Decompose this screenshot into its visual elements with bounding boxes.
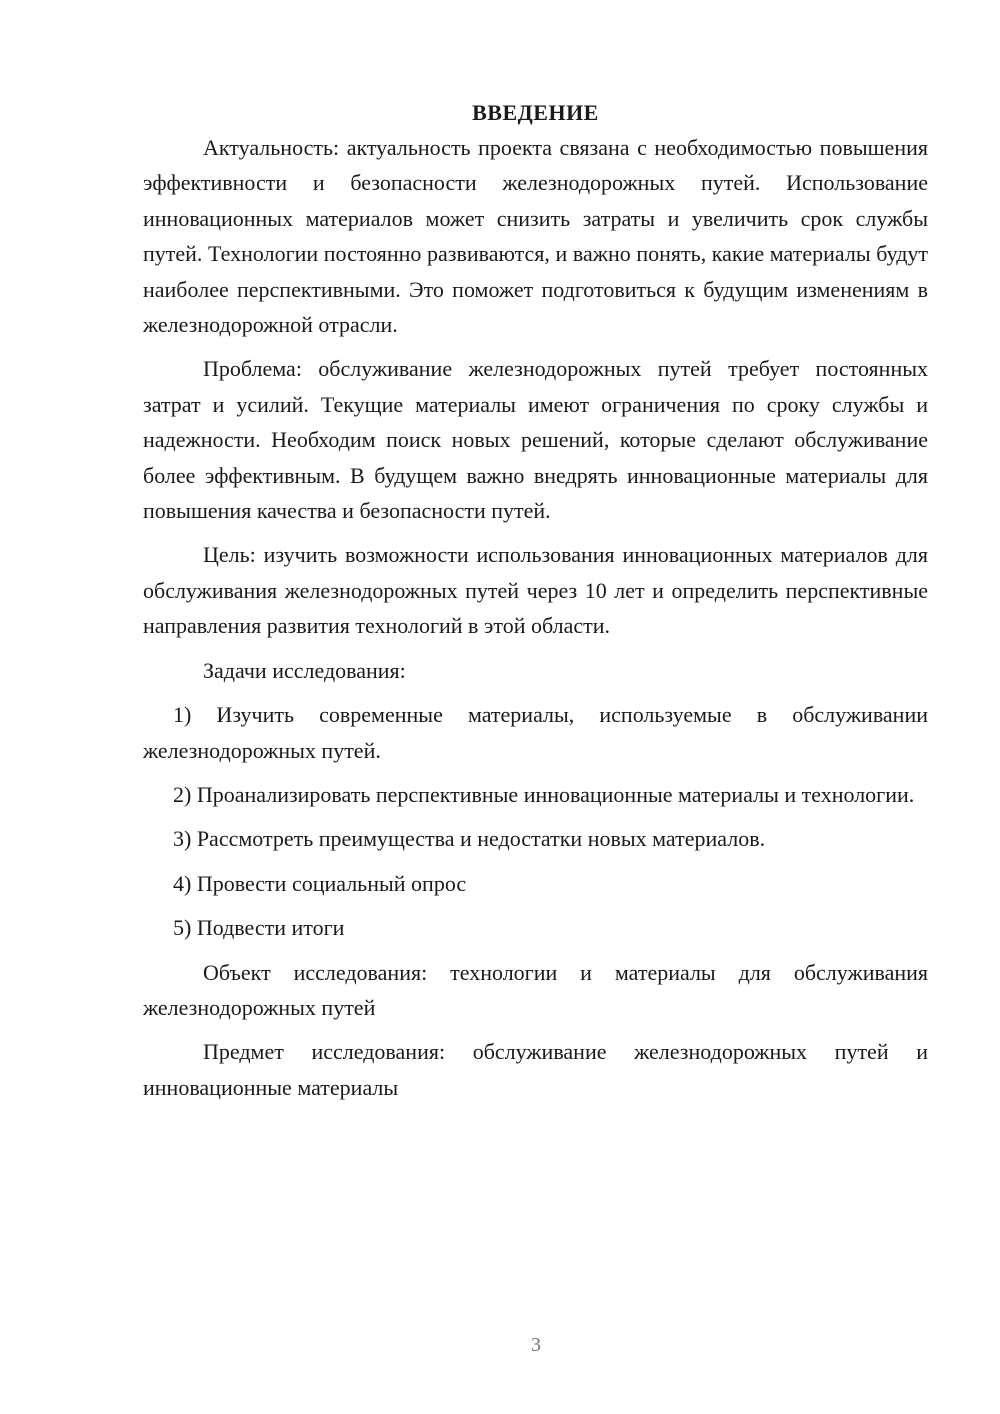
page-content (143, 95, 928, 1114)
task-item-1: 1) Изучить современные материалы, используемые в обслуживании железнодорожных путей. (143, 702, 928, 763)
section-heading: ВВЕДЕНИЕ (472, 100, 599, 125)
subject-paragraph: Предмет исследования: обслуживание железнодорожных путей и инновационные материалы (143, 1039, 928, 1100)
page-number: 3 (531, 1334, 541, 1356)
relevance-paragraph: Актуальность: актуальность проекта связана с необходимостью повышения эффективности и безопасности железнодорожных путей. Использование инновационных материалов может снизить затраты и увеличить срок службы путей. Технологии постоянно развиваются, и важно понять, какие материалы будут наиболее перспективными. Это поможет подготовиться к будущим изменениям в железнодорожной отрасли. (143, 135, 928, 338)
problem-paragraph: Проблема: обслуживание железнодорожных путей требует постоянных затрат и усилий. Текущие материалы имеют ограничения по сроку службы и надежности. Необходим поиск новых решений, которые сделают обслуживание более эффективным. В будущем важно внедрять инновационные материалы для повышения качества и безопасности путей. (143, 356, 928, 524)
goal-paragraph: Цель: изучить возможности использования инновационных материалов для обслуживания железнодорожных путей через 10 лет и определить перспективные направления развития технологий в этой области. (143, 542, 928, 639)
task-item-4: 4) Провести социальный опрос (173, 870, 467, 896)
task-item-2: 2) Проанализировать перспективные инновационные материалы и технологии. (173, 781, 915, 807)
object-paragraph: Объект исследования: технологии и материалы для обслуживания железнодорожных путей (143, 959, 928, 1020)
tasks-title: Задачи исследования: (203, 657, 406, 683)
task-item-5: 5) Подвести итоги (173, 915, 345, 941)
task-item-3: 3) Рассмотреть преимущества и недостатки новых материалов. (173, 826, 766, 852)
